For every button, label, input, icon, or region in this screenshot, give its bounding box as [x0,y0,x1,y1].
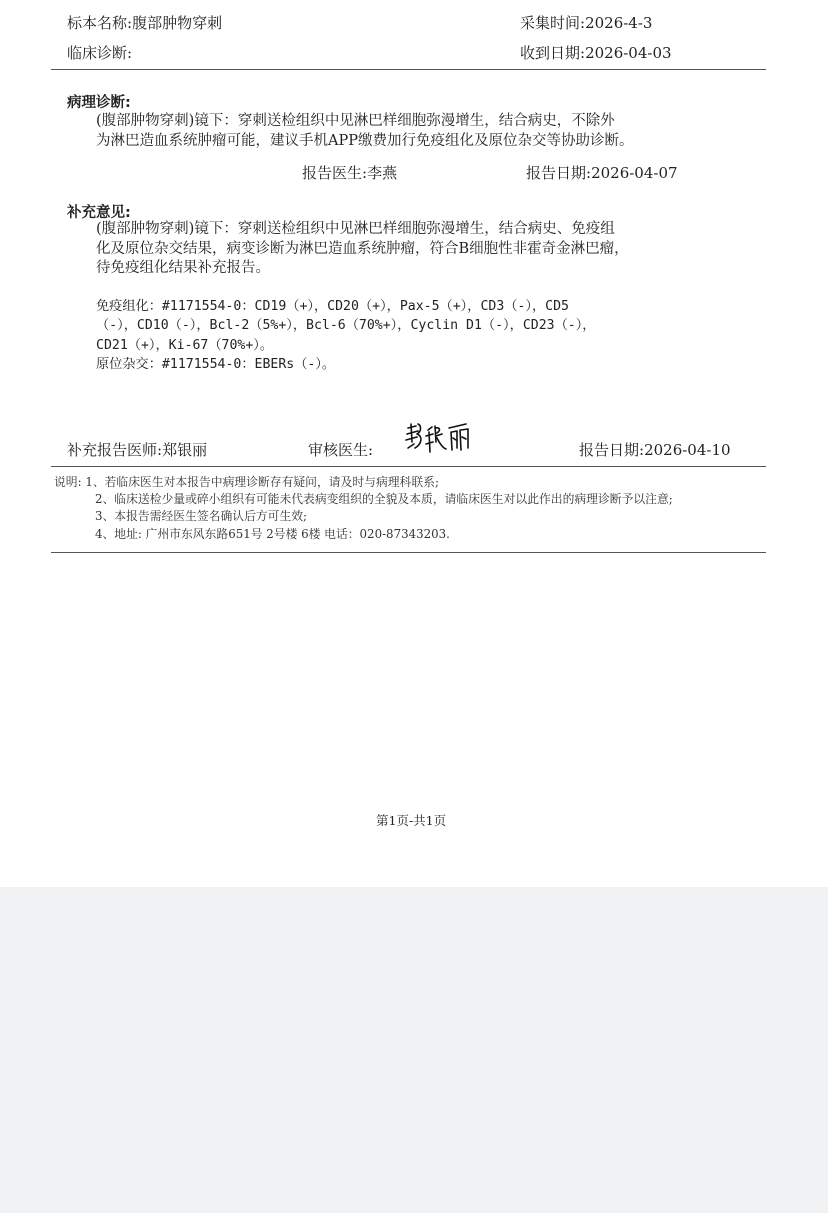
note-text: 4、地址: 广州市东风东路651号 2号楼 6楼 电话：020-87343203. [95,526,450,541]
final-report-date-value: 2026-04-10 [644,441,731,459]
supplement-line: 化及原位杂交结果，病变诊断为淋巴造血系统肿瘤，符合B细胞性非霍奇金淋巴瘤， [96,240,629,257]
supplement-text [96,220,736,279]
note-text: 2、临床送检少量或碎小组织有可能未代表病变组织的全貌及本质，请临床医生对以此作出的病理诊断予以注意; [95,492,673,507]
supplement-doctor-value: 郑银丽 [162,441,208,459]
note-item [54,508,673,525]
report-date-value: 2026-04-07 [591,164,678,182]
ihc-line: CD21（+），Ki-67（70%+）。 [96,337,274,353]
final-report-date-field [579,439,731,460]
collect-time-value: 2026-4-3 [585,14,653,32]
report-doctor-value: 李燕 [367,164,398,182]
received-date-label: 收到日期: [520,44,586,62]
ish-line: 原位杂交：#1171554-0：EBERs（-）。 [96,356,336,372]
specimen-label: 标本名称: [67,14,133,32]
final-report-date-label: 报告日期: [579,441,645,459]
supplement-doctor-field [67,439,207,460]
page-number: 第1页-共1页 [376,813,447,828]
supplement-line: (腹部肿物穿刺)镜下：穿刺送检组织中见淋巴样细胞弥漫增生，结合病史、免疫组 [96,221,615,237]
collect-time-field [520,12,652,33]
pathology-title: 病理诊断: [67,95,131,111]
pathology-text [96,112,736,151]
ihc-line: 免疫组化：#1171554-0：CD19（+），CD20（+），Pax-5（+），CD3（-），CD5 [96,299,569,314]
specimen-field [67,12,222,33]
collect-time-label: 采集时间: [520,14,586,32]
note-item [54,491,673,508]
note-item [54,526,673,543]
supplement-doctor-label: 补充报告医师: [67,441,163,459]
note-text: 3、本报告需经医生签名确认后方可生效; [95,509,308,524]
specimen-value: 腹部肿物穿刺 [132,14,223,32]
report-doctor-field [302,162,397,183]
note-item [54,474,673,491]
supplement-line: 待免疫组化结果补充报告。 [96,260,270,276]
clinical-diagnosis-label: 临床诊断: [67,44,133,62]
immunohistochemistry-text [96,297,736,374]
reviewer-signature [402,418,478,460]
note-text: 1、若临床医生对本报告中病理诊断存有疑问，请及时与病理科联系; [85,475,439,489]
pathology-line: (腹部肿物穿刺)镜下：穿刺送检组织中见淋巴样细胞弥漫增生，结合病史，不除外 [96,113,615,129]
report-date-label: 报告日期: [526,164,592,182]
pathology-line: 为淋巴造血系统肿瘤可能，建议手机APP缴费加行免疫组化及原位杂交等协助诊断。 [96,132,634,149]
supplement-title: 补充意见: [67,205,131,221]
report-date-field [526,162,678,183]
page-background [0,887,828,1213]
reviewer-label: 审核医生: [308,441,374,459]
clinical-diagnosis-field [67,42,132,63]
notes-prefix: 说明: [54,475,82,489]
received-date-value: 2026-04-03 [585,44,672,62]
notes-divider [51,552,766,553]
header-divider [51,69,766,70]
signoff-divider [51,466,766,467]
received-date-field [520,42,672,63]
report-doctor-label: 报告医生: [302,164,368,182]
ihc-line: （-），CD10（-），Bcl-2（5%+），Bcl-6（70%+），Cyclin D1（-），CD23（-）， [96,318,596,334]
notes-section [54,474,673,543]
